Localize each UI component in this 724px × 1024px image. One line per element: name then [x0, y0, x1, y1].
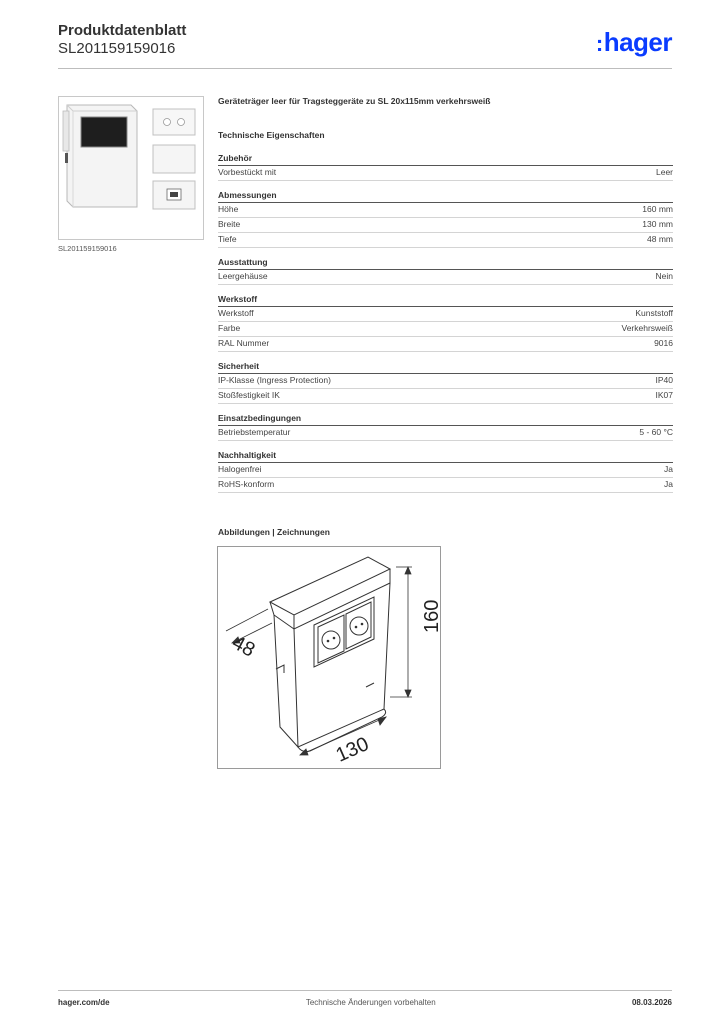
- row-label: RAL Nummer: [218, 338, 270, 348]
- dimension-drawing: [218, 547, 443, 768]
- row-label: Betriebstemperatur: [218, 427, 291, 437]
- section-nachhaltigkeit: [218, 450, 673, 493]
- row-label: Werkstoff: [218, 308, 254, 318]
- dim-height-label: 160: [421, 599, 443, 633]
- table-row: [218, 337, 673, 352]
- row-value: 5 - 60 °C: [639, 427, 673, 437]
- dim-width-label: 130: [332, 733, 373, 767]
- table-row: [218, 166, 673, 181]
- row-label: Breite: [218, 219, 241, 229]
- product-description: Geräteträger leer für Tragsteggeräte zu SL 20x115mm verkehrsweiß: [218, 96, 491, 106]
- row-value: Ja: [664, 479, 673, 489]
- row-label: Leergehäuse: [218, 271, 268, 281]
- header: [58, 22, 186, 58]
- row-value: Nein: [655, 271, 673, 281]
- row-value: 48 mm: [647, 234, 673, 244]
- row-label: RoHS-konform: [218, 479, 275, 489]
- table-row: [218, 478, 673, 493]
- dim-depth-label: 48: [228, 631, 259, 662]
- footer-divider: [58, 990, 672, 991]
- section-ausstattung: [218, 257, 673, 285]
- technical-drawing: [217, 546, 441, 769]
- section-sicherheit: [218, 361, 673, 404]
- table-row: [218, 322, 673, 337]
- row-label: Vorbestückt mit: [218, 167, 277, 177]
- row-value: 160 mm: [642, 204, 673, 214]
- section-heading: Nachhaltigkeit: [218, 450, 673, 463]
- hager-logo[interactable]: [596, 28, 672, 58]
- table-row: [218, 426, 673, 441]
- footer: [58, 998, 672, 1007]
- logo-text: hager: [603, 27, 672, 57]
- footer-disclaimer: Technische Änderungen vorbehalten: [305, 998, 436, 1007]
- tech-properties-heading: Technische Eigenschaften: [218, 130, 325, 140]
- page-title: Produktdatenblatt: [58, 22, 187, 39]
- product-photo-illustration: [59, 97, 203, 239]
- images-heading: Abbildungen | Zeichnungen: [218, 527, 330, 537]
- row-value: 9016: [654, 338, 673, 348]
- footer-website-link[interactable]: hager.com/de: [58, 998, 110, 1007]
- section-einsatzbedingungen: [218, 413, 673, 441]
- row-value: Ja: [664, 464, 673, 474]
- section-heading: Einsatzbedingungen: [218, 413, 673, 426]
- section-heading: Werkstoff: [218, 294, 673, 307]
- technical-properties: [218, 96, 673, 502]
- product-number: SL201159159016: [58, 40, 176, 57]
- section-heading: Abmessungen: [218, 190, 673, 203]
- section-heading: Zubehör: [218, 153, 673, 166]
- table-row: [218, 218, 673, 233]
- section-werkstoff: [218, 294, 673, 352]
- table-row: [218, 270, 673, 285]
- logo-prefix: :: [595, 31, 603, 56]
- row-value: IK07: [655, 390, 673, 400]
- table-row: [218, 463, 673, 478]
- row-value: Verkehrsweiß: [621, 323, 673, 333]
- photo-caption: SL201159159016: [58, 244, 117, 253]
- row-value: 130 mm: [642, 219, 673, 229]
- row-value: Kunststoff: [635, 308, 673, 318]
- table-row: [218, 203, 673, 218]
- table-row: [218, 389, 673, 404]
- table-row: [218, 233, 673, 248]
- product-photo: [58, 96, 204, 240]
- row-label: Höhe: [218, 204, 239, 214]
- table-row: [218, 374, 673, 389]
- section-zubehoer: [218, 153, 673, 181]
- row-label: Stoßfestigkeit IK: [218, 390, 280, 400]
- section-abmessungen: [218, 190, 673, 248]
- row-label: IP-Klasse (Ingress Protection): [218, 375, 331, 385]
- row-value: Leer: [655, 167, 673, 177]
- row-value: IP40: [655, 375, 673, 385]
- row-label: Tiefe: [218, 234, 237, 244]
- header-divider: [58, 68, 672, 69]
- footer-date: 08.03.2026: [631, 998, 672, 1007]
- table-row: [218, 307, 673, 322]
- row-label: Halogenfrei: [218, 464, 262, 474]
- section-heading: Sicherheit: [218, 361, 673, 374]
- row-label: Farbe: [218, 323, 241, 333]
- section-heading: Ausstattung: [218, 257, 673, 270]
